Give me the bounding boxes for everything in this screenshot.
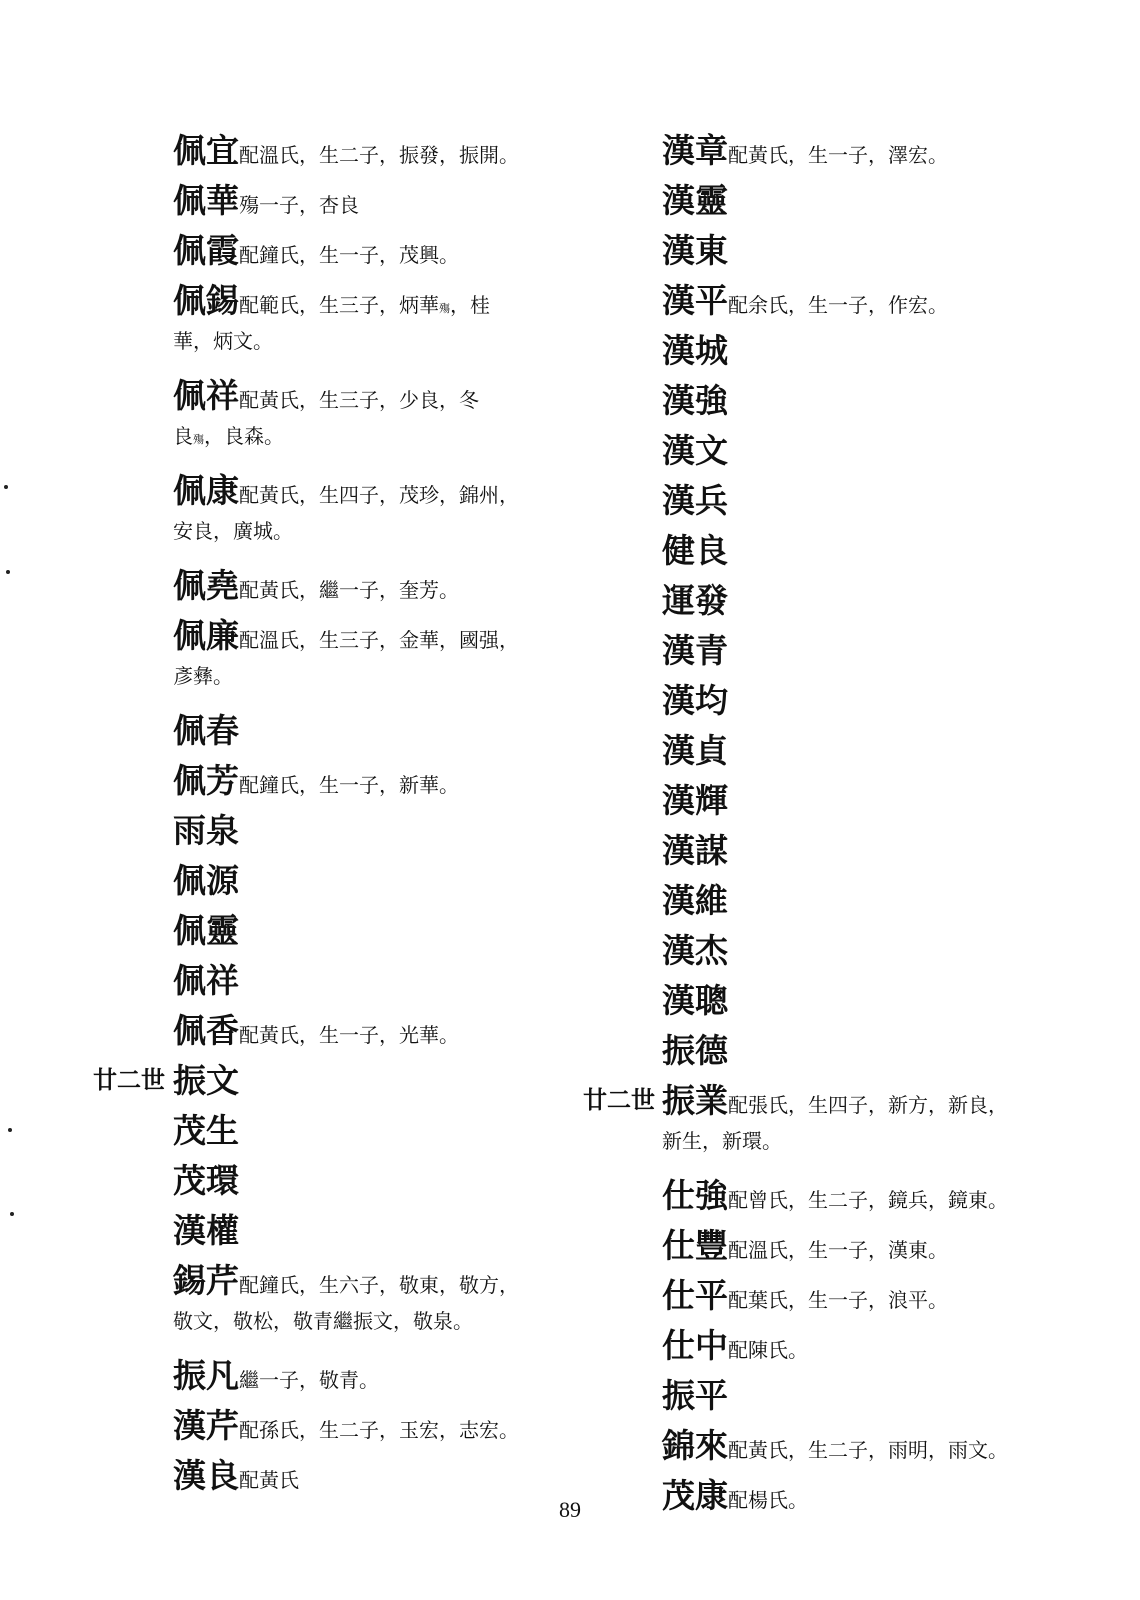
genealogy-entry <box>662 625 728 672</box>
continuation-text: 華，炳文。 <box>173 329 273 353</box>
genealogy-entry <box>173 1005 459 1052</box>
small-note: 殤 <box>193 433 204 446</box>
genealogy-entry <box>662 525 728 572</box>
person-name: 振德 <box>662 1031 728 1070</box>
person-name: 佩堯 <box>173 566 239 605</box>
genealogy-entry <box>662 325 728 372</box>
person-name: 佩靈 <box>173 911 239 950</box>
person-name: 漢維 <box>662 881 728 920</box>
description-continuation <box>173 515 293 544</box>
genealogy-entry <box>662 675 728 722</box>
person-description: 配孫氏，生二子，玉宏，志宏。 <box>239 1418 519 1442</box>
genealogy-entry <box>662 1170 1008 1217</box>
person-name: 振凡 <box>173 1356 239 1395</box>
person-name: 漢章 <box>662 131 728 170</box>
genealogy-entry <box>173 1205 239 1252</box>
genealogy-entry <box>662 1270 948 1317</box>
continuation-text: 彥彝。 <box>173 664 233 688</box>
person-description: 配鐘氏，生一子，新華。 <box>239 773 459 797</box>
genealogy-entry <box>662 175 728 222</box>
person-description: 配黃氏 <box>239 1468 299 1492</box>
person-name: 茂環 <box>173 1161 239 1200</box>
person-description: 配陳氏。 <box>728 1338 808 1362</box>
genealogy-entry <box>662 1220 948 1267</box>
person-name: 佩香 <box>173 1011 239 1050</box>
genealogy-entry <box>662 1025 728 1072</box>
continuation-text: 敬文，敬松，敬青繼振文，敬泉。 <box>173 1309 473 1333</box>
person-name: 漢良 <box>173 1456 239 1495</box>
genealogy-entry <box>173 1105 239 1152</box>
person-name: 佩錫 <box>173 281 239 320</box>
person-name: 運發 <box>662 581 728 620</box>
scan-speck <box>10 1212 14 1216</box>
genealogy-entry <box>662 425 728 472</box>
person-description: 配葉氏，生一子，浪平。 <box>728 1288 948 1312</box>
person-name: 漢靈 <box>662 181 728 220</box>
person-description: 配曾氏，生二子，鏡兵，鏡東。 <box>728 1188 1008 1212</box>
genealogy-entry <box>662 875 728 922</box>
person-description: 配楊氏。 <box>728 1488 808 1512</box>
genealogy-entry <box>662 225 728 272</box>
genealogy-entry <box>662 575 728 622</box>
person-description: 配鐘氏，生一子，茂興。 <box>239 243 459 267</box>
person-name: 茂生 <box>173 1111 239 1150</box>
genealogy-entry <box>173 1350 379 1397</box>
genealogy-entry <box>173 805 239 852</box>
person-description: 配黃氏，生一子，澤宏。 <box>728 143 948 167</box>
genealogy-entry <box>173 275 490 322</box>
genealogy-entry <box>173 705 239 752</box>
person-name: 佩霞 <box>173 231 239 270</box>
genealogy-entry <box>173 370 479 417</box>
person-description: 配鐘氏，生六子，敬東，敬方， <box>239 1273 519 1297</box>
person-name: 健良 <box>662 531 728 570</box>
description-continuation <box>173 420 284 449</box>
genealogy-entry <box>662 375 728 422</box>
person-name: 仕強 <box>662 1176 728 1215</box>
scan-speck <box>6 570 10 574</box>
genealogy-entry <box>662 125 948 172</box>
person-name: 漢東 <box>662 231 728 270</box>
continuation-text: ，良森。 <box>204 424 284 448</box>
person-description: 配余氏，生一子，作宏。 <box>728 293 948 317</box>
person-name: 漢權 <box>173 1211 239 1250</box>
person-name: 仕中 <box>662 1326 728 1365</box>
person-description: 配黃氏，生二子，雨明，雨文。 <box>728 1438 1008 1462</box>
person-name: 錦來 <box>662 1426 728 1465</box>
person-name: 振文 <box>173 1061 239 1100</box>
person-name: 漢杰 <box>662 931 728 970</box>
person-description: 配黃氏，生一子，光華。 <box>239 1023 459 1047</box>
genealogy-entry <box>173 1450 299 1497</box>
generation-label-right: 廿二世 <box>583 1086 655 1114</box>
genealogy-entry <box>662 1420 1008 1467</box>
genealogy-entry <box>173 175 359 222</box>
person-name: 漢輝 <box>662 781 728 820</box>
person-description: 配溫氏，生二子，振發，振開。 <box>239 143 519 167</box>
person-name: 佩廉 <box>173 616 239 655</box>
genealogy-entry <box>173 1155 239 1202</box>
person-description: 繼一子，敬青。 <box>239 1368 379 1392</box>
person-description: 配黃氏，生四子，茂珍，錦州， <box>239 483 519 507</box>
genealogy-entry <box>662 1320 808 1367</box>
person-description-cont: ，桂 <box>450 293 490 317</box>
genealogy-entry <box>173 855 239 902</box>
genealogy-entry <box>662 275 948 322</box>
genealogy-entry <box>662 775 728 822</box>
genealogy-entry <box>662 1075 1008 1122</box>
genealogy-entry <box>173 125 519 172</box>
person-name: 振平 <box>662 1376 728 1415</box>
genealogy-entry <box>173 1255 519 1302</box>
genealogy-entry <box>662 725 728 772</box>
description-continuation <box>173 1305 473 1334</box>
person-description: 配範氏，生三子，炳華 <box>239 293 439 317</box>
person-description: 殤一子，杏良 <box>239 193 359 217</box>
person-name: 佩祥 <box>173 376 239 415</box>
person-name: 漢貞 <box>662 731 728 770</box>
person-name: 漢青 <box>662 631 728 670</box>
genealogy-entry <box>662 825 728 872</box>
scan-speck <box>4 485 8 489</box>
genealogy-entry <box>173 225 459 272</box>
person-description: 配黃氏，繼一子，奎芳。 <box>239 578 459 602</box>
person-name: 漢文 <box>662 431 728 470</box>
person-name: 佩源 <box>173 861 239 900</box>
person-name: 漢平 <box>662 281 728 320</box>
person-name: 佩華 <box>173 181 239 220</box>
continuation-text: 良 <box>173 424 193 448</box>
genealogy-entry <box>173 1400 519 1447</box>
person-name: 佩宜 <box>173 131 239 170</box>
person-name: 仕平 <box>662 1276 728 1315</box>
person-name: 仕豐 <box>662 1226 728 1265</box>
person-name: 佩祥 <box>173 961 239 1000</box>
person-name: 漢聰 <box>662 981 728 1020</box>
description-continuation <box>173 325 273 354</box>
person-name: 茂康 <box>662 1476 728 1515</box>
genealogy-entry <box>173 610 519 657</box>
person-name: 佩芳 <box>173 761 239 800</box>
person-name: 漢強 <box>662 381 728 420</box>
person-name: 漢芹 <box>173 1406 239 1445</box>
description-continuation <box>173 660 233 689</box>
small-note: 殤 <box>439 302 450 315</box>
person-name: 振業 <box>662 1081 728 1120</box>
generation-label-left: 廿二世 <box>93 1066 165 1094</box>
genealogy-entry <box>173 560 459 607</box>
genealogy-entry <box>173 755 459 802</box>
person-name: 錫芹 <box>173 1261 239 1300</box>
genealogy-entry <box>662 925 728 972</box>
page-number: 89 <box>559 1497 581 1522</box>
person-name: 佩康 <box>173 471 239 510</box>
genealogy-entry <box>173 1055 239 1102</box>
genealogy-entry <box>173 955 239 1002</box>
genealogy-entry <box>662 975 728 1022</box>
description-continuation <box>662 1125 782 1154</box>
person-name: 佩春 <box>173 711 239 750</box>
genealogy-entry <box>173 905 239 952</box>
genealogy-entry <box>662 1370 728 1417</box>
person-name: 漢兵 <box>662 481 728 520</box>
continuation-text: 新生，新環。 <box>662 1129 782 1153</box>
genealogy-entry <box>173 465 519 512</box>
genealogy-entry <box>662 475 728 522</box>
continuation-text: 安良，廣城。 <box>173 519 293 543</box>
person-name: 雨泉 <box>173 811 239 850</box>
person-description: 配溫氏，生一子，漢東。 <box>728 1238 948 1262</box>
person-name: 漢城 <box>662 331 728 370</box>
person-description: 配張氏，生四子，新方，新良， <box>728 1093 1008 1117</box>
person-description: 配溫氏，生三子，金華，國强， <box>239 628 519 652</box>
scan-speck <box>8 1128 12 1132</box>
person-name: 漢謀 <box>662 831 728 870</box>
person-description: 配黃氏，生三子，少良，冬 <box>239 388 479 412</box>
person-name: 漢均 <box>662 681 728 720</box>
